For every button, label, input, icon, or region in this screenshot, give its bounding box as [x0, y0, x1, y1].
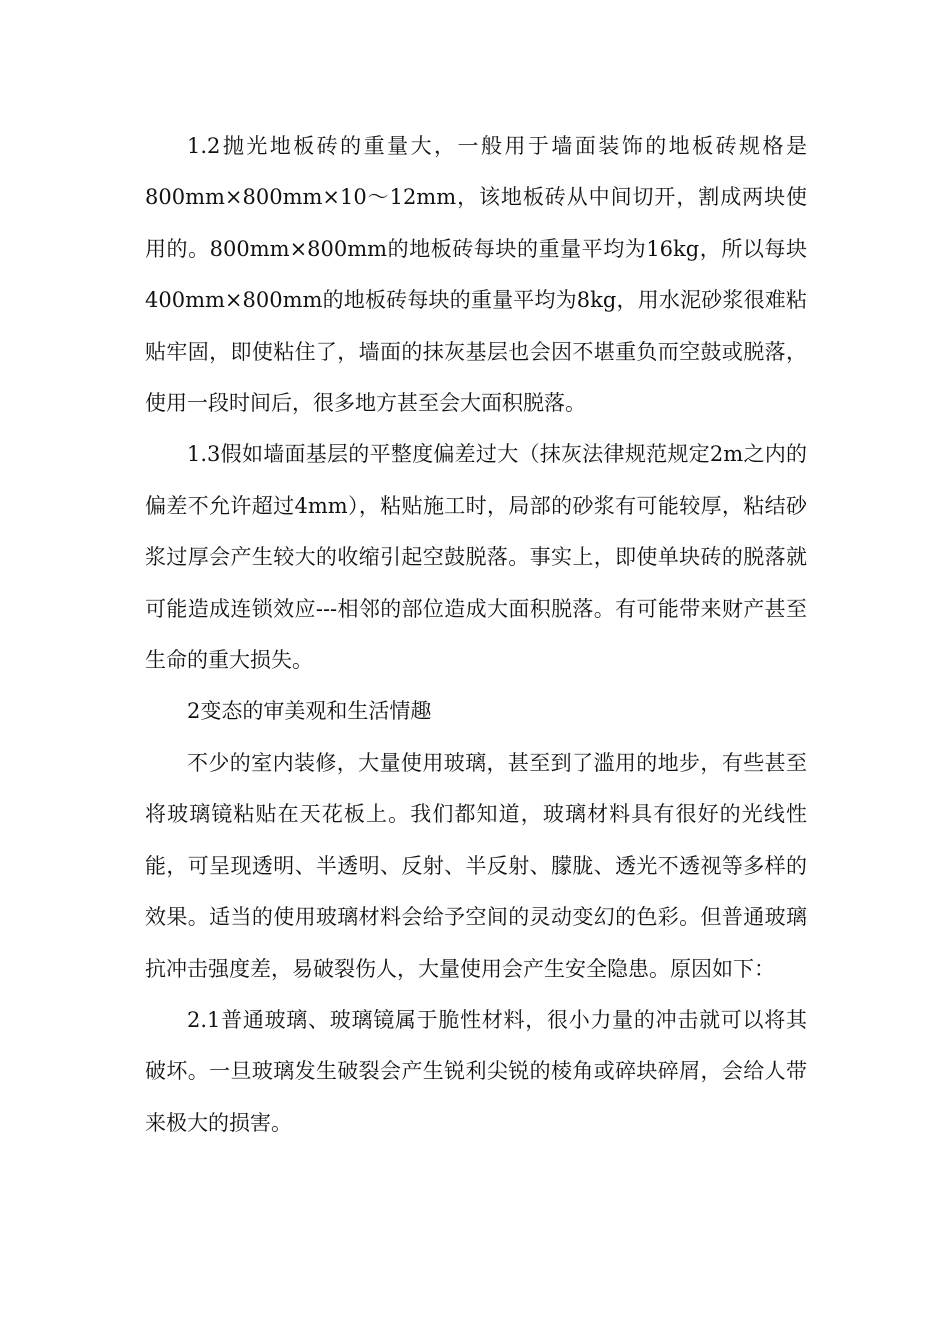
paragraph-wall-flatness: 1.3假如墙面基层的平整度偏差过大（抹灰法律规范规定2m之内的偏差不允许超过4mm），粘贴施工时，局部的砂浆有可能较厚，粘结砂浆过厚会产生较大的收缩引起空鼓脱落。事实上，即使单块砖的脱落就可能造成连锁效应---相邻的部位造成大面积脱落。有可能带来财产甚至生命的重大损失。	[145, 442, 807, 673]
paragraph-glass-brittleness: 2.1普通玻璃、玻璃镜属于脆性材料，很小力量的冲击就可以将其破坏。一旦玻璃发生破裂会产生锐利尖锐的棱角或碎块碎屑，会给人带来极大的损害。	[145, 1007, 807, 1135]
paragraph-glass-usage: 不少的室内装修，大量使用玻璃，甚至到了滥用的地步，有些甚至将玻璃镜粘贴在天花板上。我们都知道，玻璃材料具有很好的光线性能，可呈现透明、半透明、反射、半反射、朦胧、透光不透视等多样的效果。适当的使用玻璃材料会给予空间的灵动变幻的色彩。但普通玻璃抗冲击强度差，易破裂伤人，大量使用会产生安全隐患。原因如下：	[145, 750, 807, 981]
section-heading-aesthetics: 2变态的审美观和生活情趣	[187, 699, 432, 724]
document-page	[145, 121, 807, 1149]
paragraph-tile-weight: 1.2抛光地板砖的重量大，一般用于墙面装饰的地板砖规格是800mm×800mm×10～12mm，该地板砖从中间切开，割成两块使用的。800mm×800mm的地板砖每块的重量平均为16kg，所以每块400mm×800mm的地板砖每块的重量平均为8kg，用水泥砂浆很难粘贴牢固，即使粘住了，墙面的抹灰基层也会因不堪重负而空鼓或脱落，使用一段时间后，很多地方甚至会大面积脱落。	[145, 134, 807, 416]
